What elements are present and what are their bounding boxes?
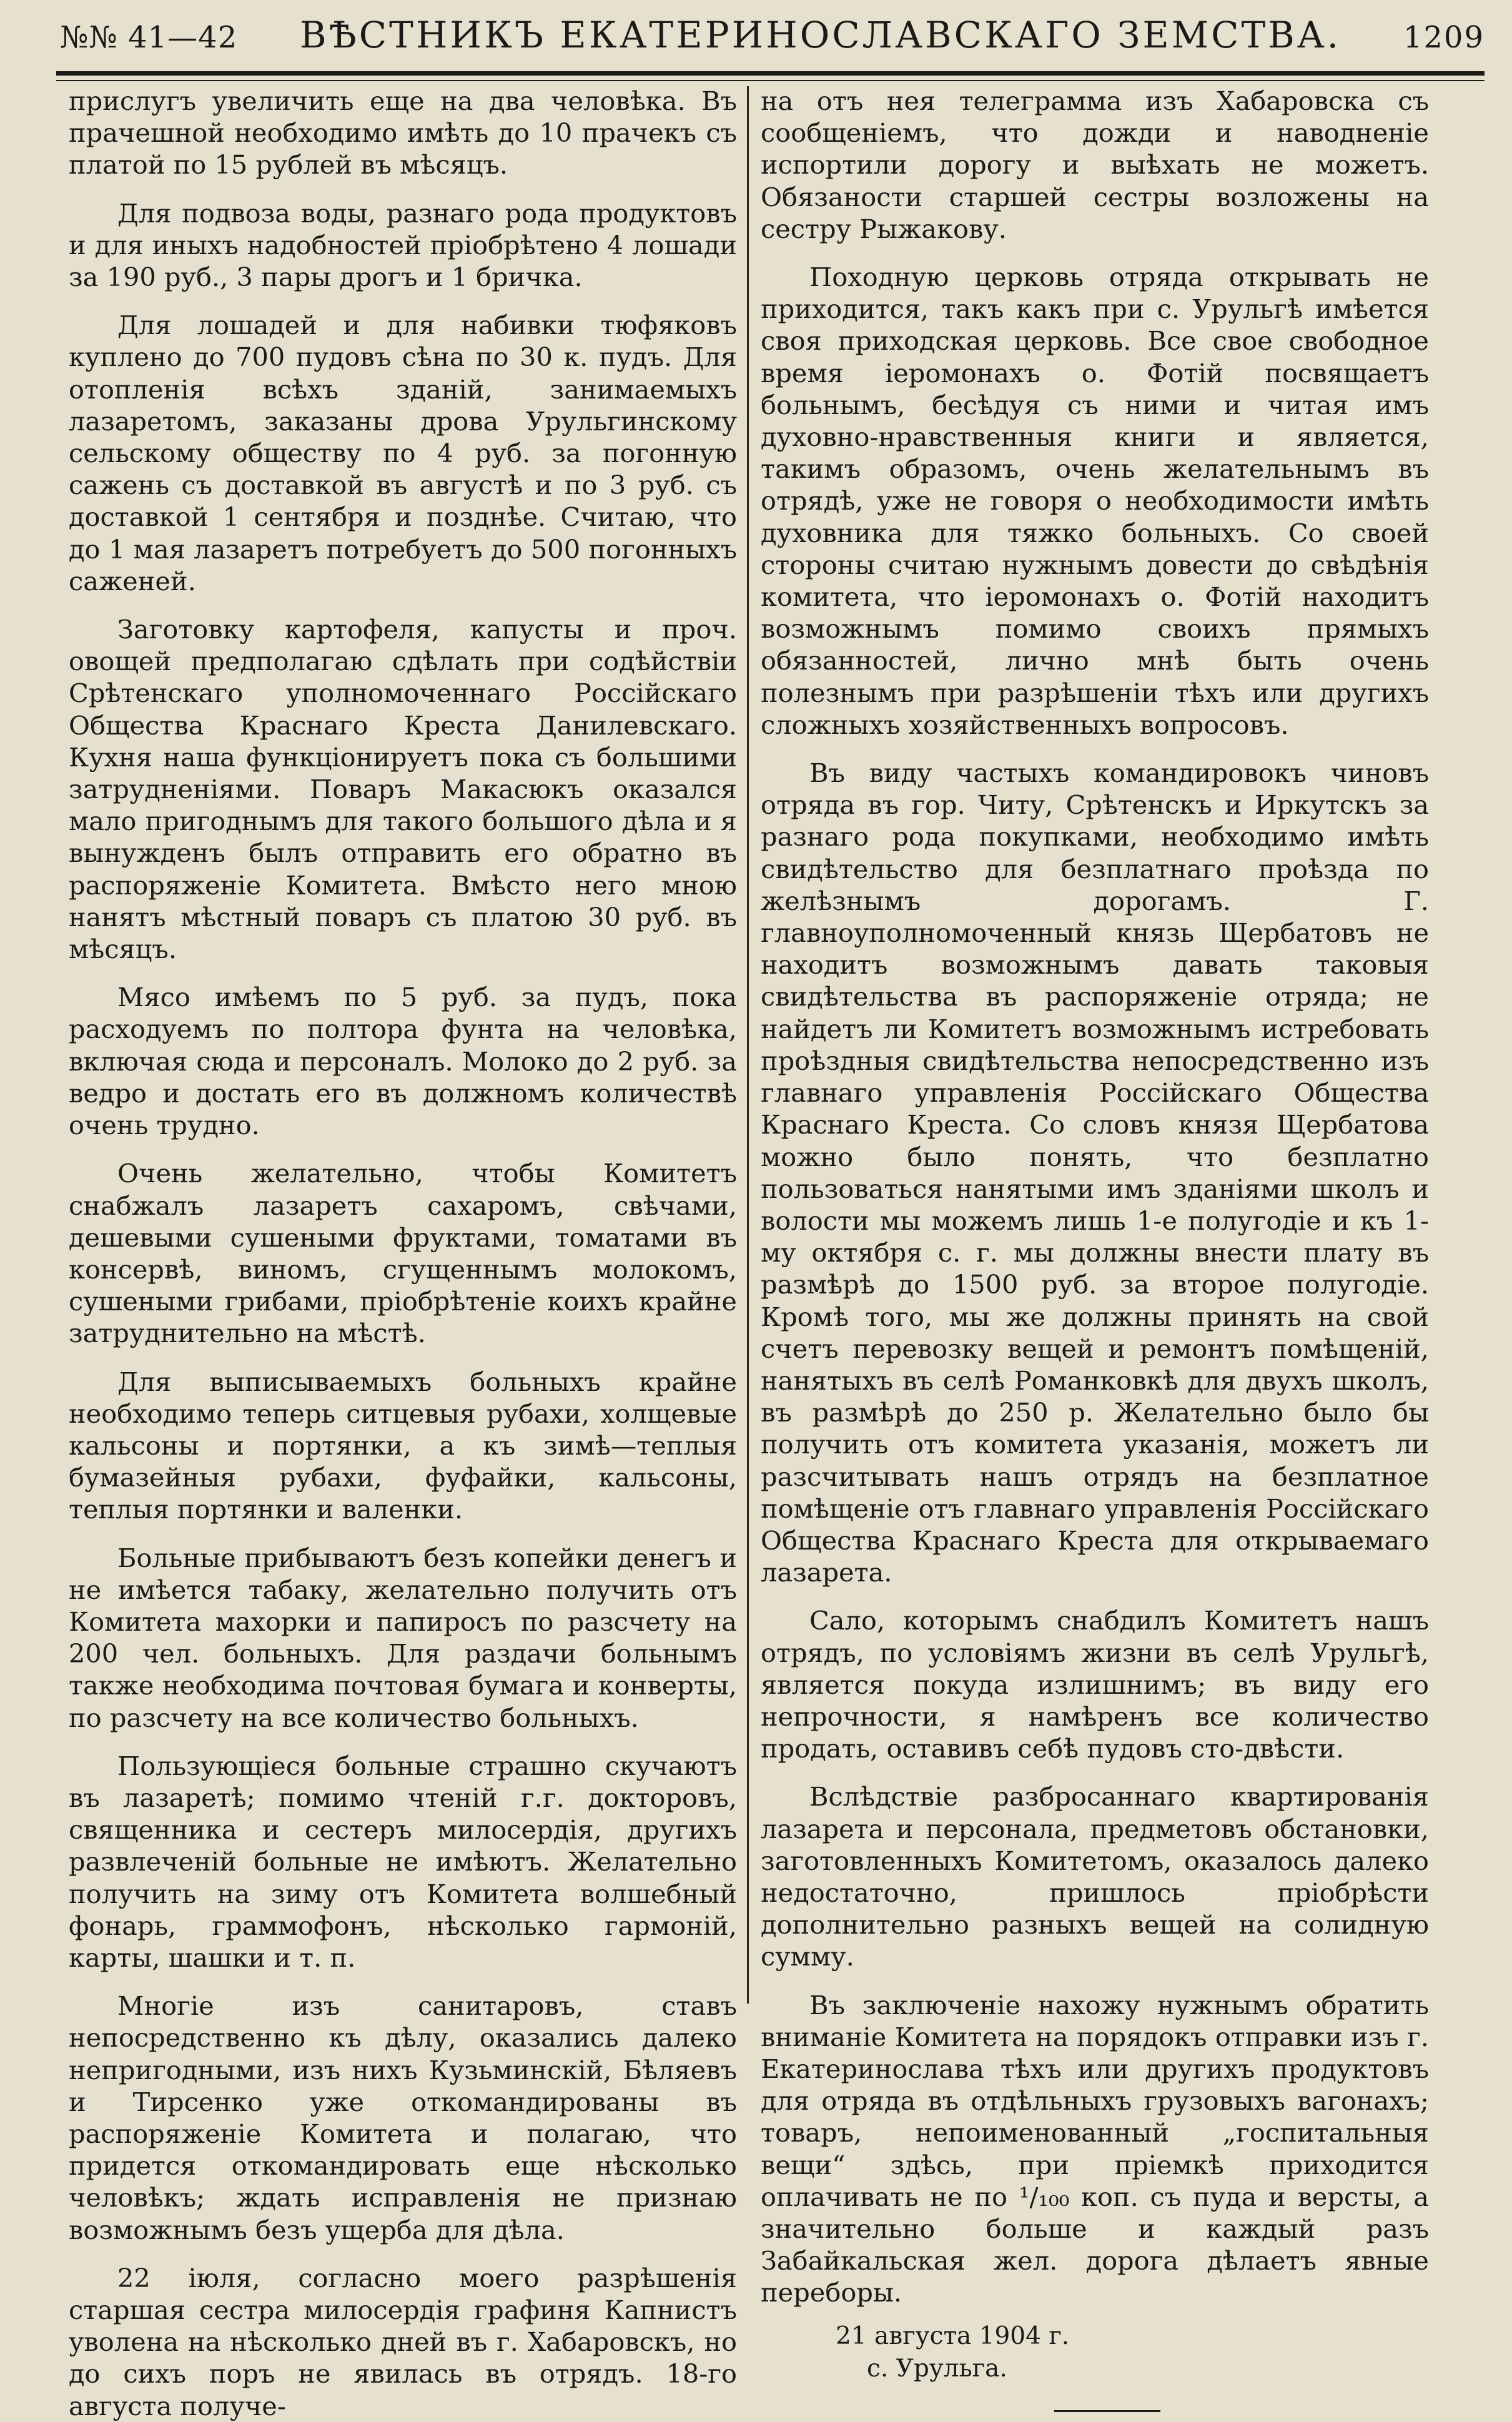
paragraph: Заготовку картофеля, капусты и проч. овощей предполагаю сдѣлать при содѣйствіи Срѣтенскаго уполномоченнаго Россійскаго Общества Краснаго Креста Данилевскаго. Кухня наша функціонируетъ пока съ большими затрудненіями. Поваръ Макасюкъ оказался мало пригоднымъ для такого большого дѣла и я вынужденъ былъ отправить его обратно въ распоряженіе Комитета. Вмѣсто него мною нанятъ мѣстный поваръ съ платою 30 руб. въ мѣсяцъ. [69,614,737,965]
paragraph: Для лошадей и для набивки тюфяковъ куплено до 700 пудовъ сѣна по 30 к. пудъ. Для отопленія всѣхъ зданій, занимаемыхъ лазаретомъ, заказаны дрова Урульгинскому сельскому обществу по 4 руб. за погонную сажень съ доставкой въ августѣ и по 3 руб. съ доставкой 1 сентября и позднѣе. Считаю, что до 1 мая лазаретъ потребуетъ до 500 погонныхъ саженей. [69,310,737,596]
signature-date: 21 августа 1904 г. [836,2321,1070,2350]
paragraph: Мясо имѣемъ по 5 руб. за пудъ, пока расходуемъ по полтора фунта на человѣка, включая сюда и персоналъ. Молоко до 2 руб. за ведро и достать его въ должномъ количествѣ очень трудно. [69,982,737,1141]
page-header [60,14,1485,56]
header-rule-thick [56,71,1485,76]
signature-place: с. Урульга. [867,2354,1007,2383]
paragraph: Въ виду частыхъ командировокъ чиновъ отряда въ гор. Читу, Срѣтенскъ и Иркутскъ за разнаго рода покупками, необходимо имѣть свидѣтельство для безплатнаго проѣзда по желѣзнымъ дорогамъ. Г. главноуполномоченный князь Щербатовъ не находитъ возможнымъ давать таковыя свидѣтельства въ распоряженіе отряда; не найдетъ ли Комитетъ возможнымъ истребовать проѣздныя свидѣтельства непосредственно изъ главнаго управленія Россійскаго Общества Краснаго Креста. Со словъ князя Щербатова можно было понять, что безплатно пользоваться нанятыми имъ зданіями школъ и волости мы можемъ лишь 1-е полугодіе и къ 1-му октября с. г. мы должны внести плату въ размѣрѣ до 1500 руб. за второе полугодіе. Кромѣ того, мы же должны принять на свой счетъ перевозку вещей и ремонтъ помѣщеній, нанятыхъ въ селѣ Романковкѣ для двухъ школъ, въ размѣрѣ до 250 р. Желательно было бы получить отъ комитета указанія, можетъ ли разсчитывать нашъ отрядъ на безплатное помѣщеніе отъ главнаго управленія Россійскаго Общества Краснаго Креста для открываемаго лазарета. [761,758,1429,1588]
paragraph: Вслѣдствіе разбросаннаго квартированія лазарета и персонала, предметовъ обстановки, заготовленныхъ Комитетомъ, оказалось далеко недостаточно, пришлось пріобрѣсти дополнительно разныхъ вещей на солидную сумму. [761,1781,1429,1972]
paragraph: 22 іюля, согласно моего разрѣшенія старшая сестра милосердія графиня Капнистъ уволена на нѣсколько дней въ г. Хабаровскъ, но до сихъ поръ не явилась въ отрядъ. 18-го августа получе- [69,2262,737,2421]
paragraph: прислугъ увеличить еще на два человѣка. Въ прачешной необходимо имѣть до 10 прачекъ съ платой по 15 рублей въ мѣсяцъ. [69,86,737,180]
paragraph: Очень желательно, чтобы Комитетъ снабжалъ лазаретъ сахаромъ, свѣчами, дешевыми сушеными фруктами, томатами въ консервѣ, виномъ, сгущеннымъ молокомъ, сушеными грибами, пріобрѣтеніе коихъ крайне затруднительно на мѣстѣ. [69,1158,737,1349]
signature-block [761,2320,1429,2385]
paragraph: Для подвоза воды, разнаго рода продуктовъ и для иныхъ надобностей пріобрѣтено 4 лошади за 190 руб., 3 пары дрогъ и 1 бричка. [69,197,737,293]
end-rule [1054,2410,1160,2412]
header-rule-thin [56,80,1485,81]
paragraph: Въ заключеніе нахожу нужнымъ обратить вниманіе Комитета на порядокъ отправки изъ г. Екатеринослава тѣхъ или другихъ продуктовъ для отряда въ отдѣльныхъ грузовыхъ вагонахъ; товаръ, непоименованный „госпитальныя вещи“ здѣсь, при пріемкѣ приходится оплачивать не по ¹/₁₀₀ коп. съ пуда и версты, а значительно больше и каждый разъ Забайкальская жел. дорога дѣлаетъ явные переборы. [761,1989,1429,2308]
paragraph: Больные прибываютъ безъ копейки денегъ и не имѣется табаку, желательно получить отъ Комитета махорки и папиросъ по разсчету на 200 чел. больныхъ. Для раздачи больнымъ также необходима почтовая бумага и конверты, по разсчету на все количество больныхъ. [69,1542,737,1733]
paragraph: Для выписываемыхъ больныхъ крайне необходимо теперь ситцевыя рубахи, холщевые кальсоны и портянки, а къ зимѣ—теплыя бумазейныя рубахи, фуфайки, кальсоны, теплыя портянки и валенки. [69,1366,737,1525]
paragraph: на отъ нея телеграмма изъ Хабаровска съ сообщеніемъ, что дожди и наводненіе испортили дорогу и выѣхать не можетъ. Обязаности старшей сестры возложены на сестру Рыжакову. [761,86,1429,244]
journal-title: ВѢСТНИКЪ ЕКАТЕРИНОСЛАВСКАГО ЗЕМСТВА. [299,14,1342,56]
left-column [69,85,737,2422]
paragraph: Сало, которымъ снабдилъ Комитетъ нашъ отрядъ, по условіямъ жизни въ селѣ Урульгѣ, является покуда излишнимъ; въ виду его непрочности, я намѣренъ все количество продать, оставивъ себѣ пудовъ сто-двѣсти. [761,1605,1429,1764]
paragraph: Пользующіеся больные страшно скучаютъ въ лазаретѣ; помимо чтеній г.г. докторовъ, священника и сестеръ милосердія, другихъ развлеченій больные не имѣютъ. Желательно получить на зиму отъ Комитета волшебный фонарь, граммофонъ, нѣсколько гармоній, карты, шашки и т. п. [69,1750,737,1973]
page-number: 1209 [1403,20,1485,55]
paragraph: Многіе изъ санитаровъ, ставъ непосредственно къ дѣлу, оказались далеко непригодными, изъ нихъ Кузьминскій, Бѣляевъ и Тирсенко уже откомандированы въ распоряженіе Комитета и полагаю, что придется откомандировать еще нѣсколько человѣкъ; ждать исправленія не признаю возможнымъ безъ ущерба для дѣла. [69,1990,737,2245]
right-column [761,85,1429,2412]
column-divider [747,86,749,2004]
paragraph: Походную церковь отряда открывать не приходится, такъ какъ при с. Урульгѣ имѣется своя приходская церковь. Все свое свободное время іеромонахъ о. Фотій посвящаетъ больнымъ, бесѣдуя съ ними и читая имъ духовно-нравственныя книги и является, такимъ образомъ, очень желательнымъ въ отрядѣ, уже не говоря о необходимости имѣть духовника для тяжко больныхъ. Со своей стороны считаю нужнымъ довести до свѣдѣнія комитета, что іеромонахъ о. Фотій находитъ возможнымъ помимо своихъ прямыхъ обязанностей, лично мнѣ быть очень полезнымъ при разрѣшеніи тѣхъ или другихъ сложныхъ хозяйственныхъ вопросовъ. [761,262,1429,740]
issue-number: №№ 41—42 [60,20,238,55]
